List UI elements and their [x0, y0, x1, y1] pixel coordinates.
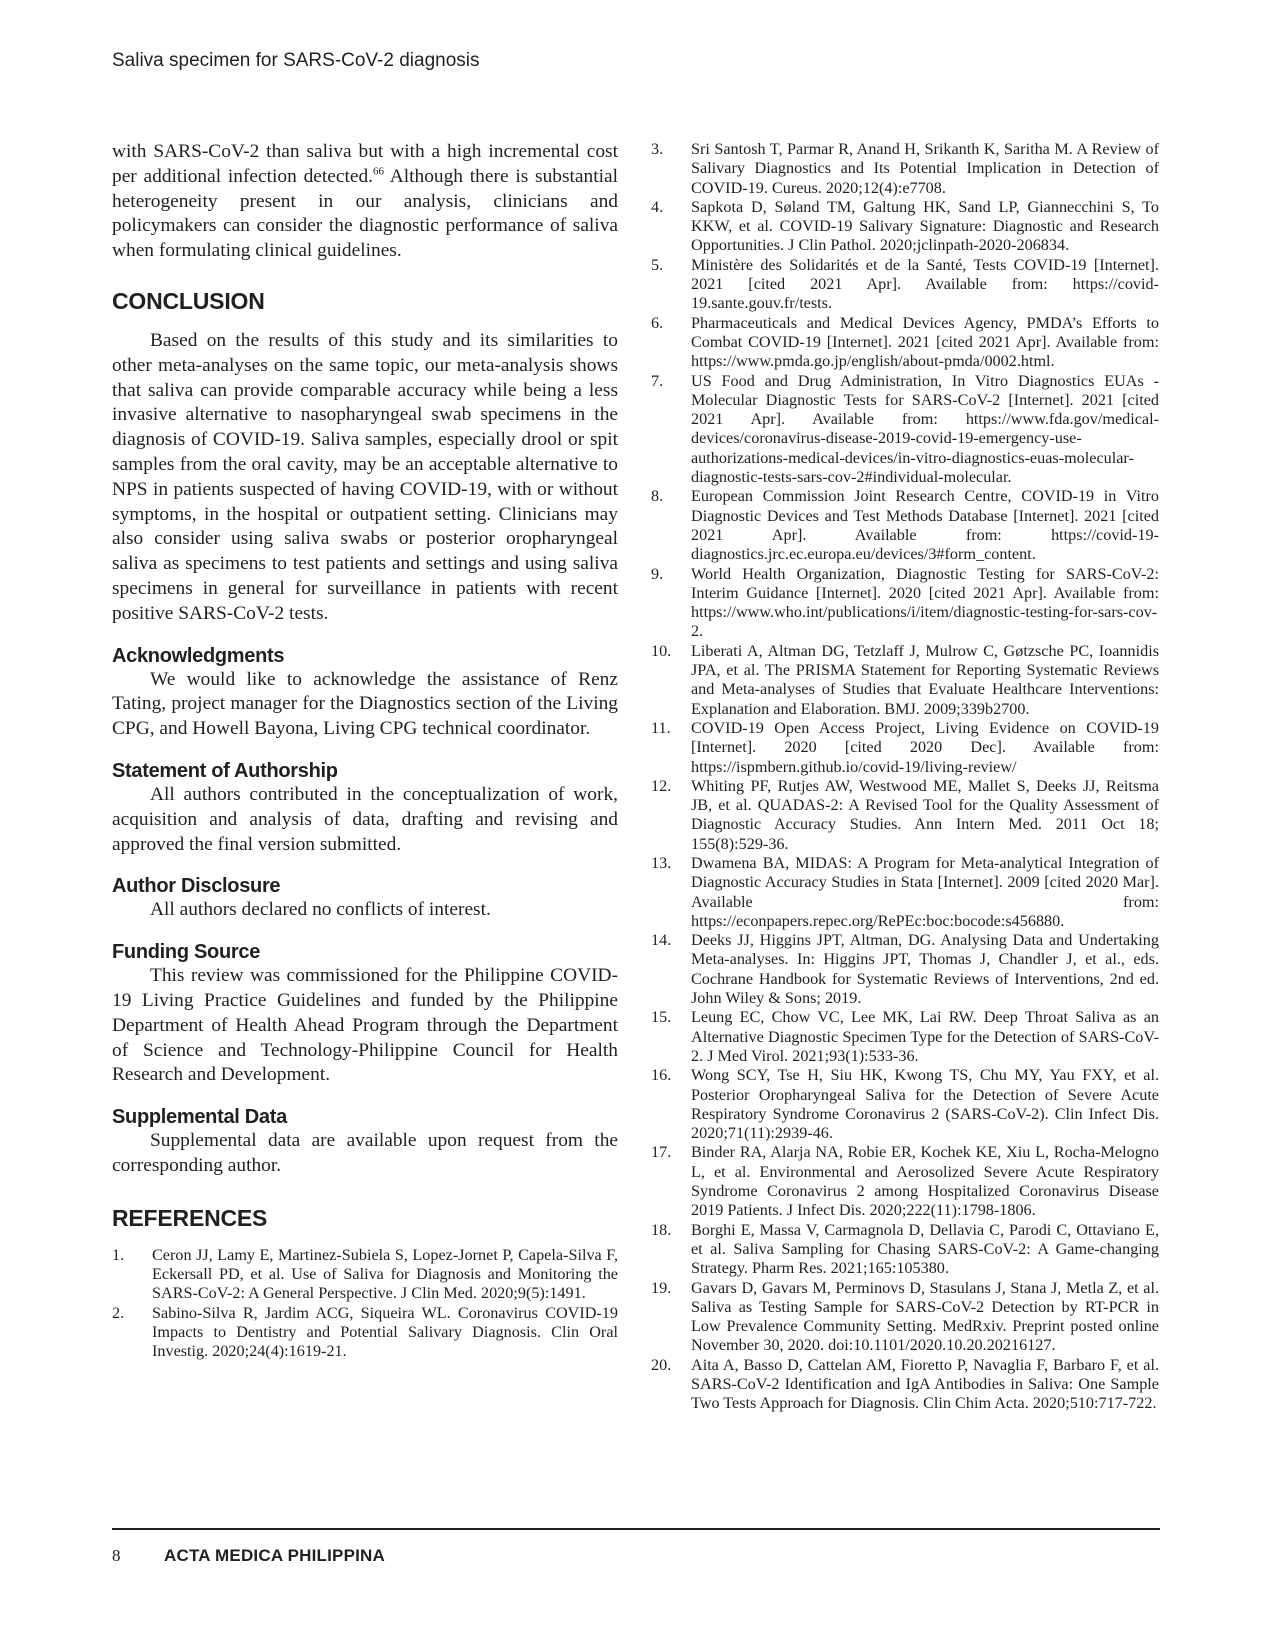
running-title: Saliva specimen for SARS-CoV-2 diagnosis	[112, 50, 480, 71]
disclosure-text: All authors declared no conflicts of interest.	[150, 899, 491, 921]
reference-number: 1.	[112, 1245, 125, 1264]
acknowledgments-heading: Acknowledgments	[112, 644, 285, 667]
reference-item	[651, 642, 1159, 719]
reference-number: 20.	[651, 1355, 672, 1374]
reference-item	[651, 314, 1159, 372]
journal-name: ACTA MEDICA PHILIPPINA	[164, 1546, 385, 1565]
left-column	[112, 140, 618, 1361]
page-number: 8	[112, 1546, 121, 1565]
reference-item	[651, 1066, 1159, 1143]
reference-text: Sri Santosh T, Parmar R, Anand H, Srikanth K, Saritha M. A Review of Salivary Diagnostics and Its Potential Implication in Detection of COVID-19. Cureus. 2020;12(4):e7708.	[691, 140, 1159, 197]
reference-number: 9.	[651, 564, 664, 583]
references-list-left	[112, 1246, 618, 1362]
reference-number: 14.	[651, 931, 672, 950]
reference-text: Ministère des Solidarités et de la Santé, Tests COVID-19 [Internet]. 2021 [cited 2021 Apr]. Available from: https://covid-19.sante.gouv.fr/tests.	[691, 255, 1159, 313]
reference-number: 18.	[651, 1220, 672, 1239]
reference-number: 5.	[651, 255, 664, 274]
reference-item	[651, 256, 1159, 314]
reference-item	[651, 1008, 1159, 1066]
reference-text: Dwamena BA, MIDAS: A Program for Meta-analytical Integration of Diagnostic Accuracy Studies in Stata [Internet]. 2009 [cited 2020 Mar]. Available from: https://econpapers.repec.org/RePEc:boc:bocode:s456880.	[691, 853, 1159, 930]
reference-item	[651, 1356, 1159, 1414]
reference-item	[651, 565, 1159, 642]
conclusion-text: Based on the results of this study and its similarities to other meta-analyses on the same topic, our meta-analysis shows that saliva can provide comparable accuracy while being a less invasive alternative to nasopharyngeal swab specimens in the diagnosis of COVID-19. Saliva samples, especially drool or spit samples from the oral cavity, may be an acceptable alternative to NPS in patients suspected of having COVID-19, with or without symptoms, in the hospital or outpatient setting. Clinicians may also consider using saliva swabs or posterior oropharyngeal saliva as specimens to test patients and settings and using saliva specimens in general for surveillance in patients with recent positive SARS-CoV-2 tests.	[112, 329, 618, 624]
funding-heading: Funding Source	[112, 941, 261, 964]
reference-item	[651, 487, 1159, 564]
reference-text: Wong SCY, Tse H, Siu HK, Kwong TS, Chu MY, Yau FXY, et al. Posterior Oropharyngeal Saliva for the Detection of Severe Acute Respiratory Syndrome Coronavirus 2 (SARS-CoV-2). Clin Infect Dis. 2020;71(11):2939-46.	[691, 1066, 1159, 1143]
intro-text-part1: with SARS-CoV-2 than saliva but with a high incremental cost per additional infection detected.	[112, 141, 618, 187]
reference-item	[651, 1143, 1159, 1220]
reference-number: 7.	[651, 371, 664, 390]
reference-item	[651, 777, 1159, 854]
reference-number: 17.	[651, 1143, 672, 1162]
reference-number: 12.	[651, 776, 672, 795]
reference-text: Gavars D, Gavars M, Perminovs D, Stasulans J, Stana J, Metla Z, et al. Saliva as Testing Sample for SARS-CoV-2 Detection by RT-PCR in Low Prevalence Community Setting. MedRxiv. Preprint posted online November 30, 2020. doi:10.1101/2020.10.20.20216127.	[691, 1278, 1159, 1355]
reference-text: World Health Organization, Diagnostic Testing for SARS-CoV-2: Interim Guidance [Internet]. 2020 [cited 2021 Apr]. Available from: https://www.who.int/publications/i/item/diagnostic-testing-for-sars-cov-2.	[691, 564, 1159, 641]
reference-number: 2.	[112, 1303, 125, 1322]
conclusion-heading: CONCLUSION	[112, 287, 265, 314]
reference-number: 6.	[651, 313, 664, 332]
authorship-heading: Statement of Authorship	[112, 759, 338, 782]
authorship-text: All authors contributed in the conceptualization of work, acquisition and analysis of data, drafting and revising and approved the final version submitted.	[112, 783, 618, 855]
reference-item	[651, 854, 1159, 931]
reference-number: 13.	[651, 853, 672, 872]
reference-text: COVID-19 Open Access Project, Living Evidence on COVID-19 [Internet]. 2020 [cited 2020 Dec]. Available from: https://ispmbern.github.io/covid-19/living-review/	[691, 718, 1159, 776]
reference-item	[651, 1279, 1159, 1356]
disclosure-heading: Author Disclosure	[112, 875, 281, 898]
reference-item	[112, 1246, 618, 1304]
reference-item	[112, 1304, 618, 1362]
reference-number: 15.	[651, 1008, 672, 1027]
reference-number: 8.	[651, 487, 664, 506]
reference-text: Pharmaceuticals and Medical Devices Agency, PMDA’s Efforts to Combat COVID-19 [Internet]. 2021 [cited 2021 Apr]. Available from: https://www.pmda.go.jp/english/about-pmda/0002.html.	[691, 313, 1159, 371]
reference-text: Ceron JJ, Lamy E, Martinez-Subiela S, Lopez-Jornet P, Capela-Silva F, Eckersall PD, et al. Use of Saliva for Diagnosis and Monitoring the SARS-CoV-2: A General Perspective. J Clin Med. 2020;9(5):1491.	[152, 1245, 618, 1303]
reference-number: 10.	[651, 641, 672, 660]
reference-number: 4.	[651, 197, 664, 216]
reference-text: Sapkota D, Søland TM, Galtung HK, Sand LP, Giannecchini S, To KKW, et al. COVID-19 Salivary Signature: Diagnostic and Research Opportunities. J Clin Pathol. 2020;jclinpath-2020-206834.	[691, 197, 1159, 255]
right-column	[651, 140, 1159, 1414]
citation-superscript[interactable]: 66	[373, 165, 385, 178]
reference-text: European Commission Joint Research Centre, COVID-19 in Vitro Diagnostic Devices and Test Methods Database [Internet]. 2021 [cited 2021 Apr]. Available from: https://covid-19-diagnostics.jrc.ec.europa.eu/devices/3#form_content.	[691, 487, 1159, 564]
reference-item	[651, 198, 1159, 256]
reference-text: Whiting PF, Rutjes AW, Westwood ME, Mallet S, Deeks JJ, Reitsma JB, et al. QUADAS-2: A Revised Tool for the Quality Assessment of Diagnostic Accuracy Studies. Ann Intern Med. 2011 Oct 18; 155(8):529-36.	[691, 776, 1159, 853]
reference-number: 16.	[651, 1066, 672, 1085]
acknowledgments-text: We would like to acknowledge the assistance of Renz Tating, project manager for the Diagnostics section of the Living CPG, and Howell Bayona, Living CPG technical coordinator.	[112, 668, 618, 740]
supplemental-heading: Supplemental Data	[112, 1106, 287, 1129]
reference-text: Aita A, Basso D, Cattelan AM, Fioretto P, Navaglia F, Barbaro F, et al. SARS-CoV-2 Identification and IgA Antibodies in Saliva: One Sample Two Tests Approach for Diagnosis. Clin Chim Acta. 2020;510:717-722.	[691, 1355, 1159, 1413]
references-heading: REFERENCES	[112, 1204, 268, 1231]
page-footer	[112, 1546, 385, 1566]
intro-text-part2: Although there is substantial heterogeneity present in our analysis, clinicians and policymakers can consider the diagnostic performance of saliva when formulating clinical guidelines.	[112, 165, 619, 262]
reference-number: 11.	[651, 718, 671, 737]
reference-item	[651, 372, 1159, 488]
reference-number: 3.	[651, 140, 664, 158]
supplemental-text: Supplemental data are available upon request from the corresponding author.	[112, 1130, 618, 1176]
reference-item	[651, 1221, 1159, 1279]
reference-number: 19.	[651, 1278, 672, 1297]
reference-text: US Food and Drug Administration, In Vitro Diagnostics EUAs - Molecular Diagnostic Tests for SARS-CoV-2 [Internet]. 2021 [cited 2021 Apr]. Available from: https://www.fda.gov/medical-devices/coronavirus-disease-2019-covid-19-emergency-use-authorizations-medical-devices/in-vitro-diagnostics-euas-molecular-diagnostic-tests-sars-cov-2#individual-molecular.	[691, 371, 1159, 487]
reference-text: Borghi E, Massa V, Carmagnola D, Dellavia C, Parodi C, Ottaviano E, et al. Saliva Sampling for Chasing SARS-CoV-2: A Game-changing Strategy. Pharm Res. 2021;165:105380.	[691, 1220, 1159, 1278]
reference-item	[651, 931, 1159, 1008]
funding-text: This review was commissioned for the Philippine COVID-19 Living Practice Guidelines and funded by the Philippine Department of Health Ahead Program through the Department of Science and Technology-Philippine Council for Health Research and Development.	[112, 965, 618, 1086]
reference-text: Binder RA, Alarja NA, Robie ER, Kochek KE, Xiu L, Rocha-Melogno L, et al. Environmental and Aerosolized Severe Acute Respiratory Syndrome Coronavirus 2 among Hospitalized Coronavirus Disease 2019 Patients. J Infect Dis. 2020;222(11):1798-1806.	[691, 1143, 1159, 1220]
reference-text: Deeks JJ, Higgins JPT, Altman, DG. Analysing Data and Undertaking Meta-analyses. In: Higgins JPT, Thomas J, Chandler J, et al., eds. Cochrane Handbook for Systematic Reviews of Interventions, 2nd ed. John Wiley & Sons; 2019.	[691, 931, 1159, 1008]
footer-divider	[112, 1528, 1160, 1530]
intro-paragraph	[112, 140, 618, 264]
reference-item	[651, 140, 1159, 198]
reference-text: Leung EC, Chow VC, Lee MK, Lai RW. Deep Throat Saliva as an Alternative Diagnostic Specimen Type for the Detection of SARS-CoV-2. J Med Virol. 2021;93(1):533-36.	[691, 1008, 1159, 1065]
reference-text: Sabino-Silva R, Jardim ACG, Siqueira WL. Coronavirus COVID-19 Impacts to Dentistry and Potential Salivary Diagnosis. Clin Oral Investig. 2020;24(4):1619-21.	[152, 1303, 618, 1361]
references-list-right	[651, 140, 1159, 1414]
reference-text: Liberati A, Altman DG, Tetzlaff J, Mulrow C, Gøtzsche PC, Ioannidis JPA, et al. The PRISMA Statement for Reporting Systematic Reviews and Meta-analyses of Studies that Evaluate Healthcare Interventions: Explanation and Elaboration. BMJ. 2009;339b2700.	[691, 641, 1159, 718]
reference-item	[651, 719, 1159, 777]
